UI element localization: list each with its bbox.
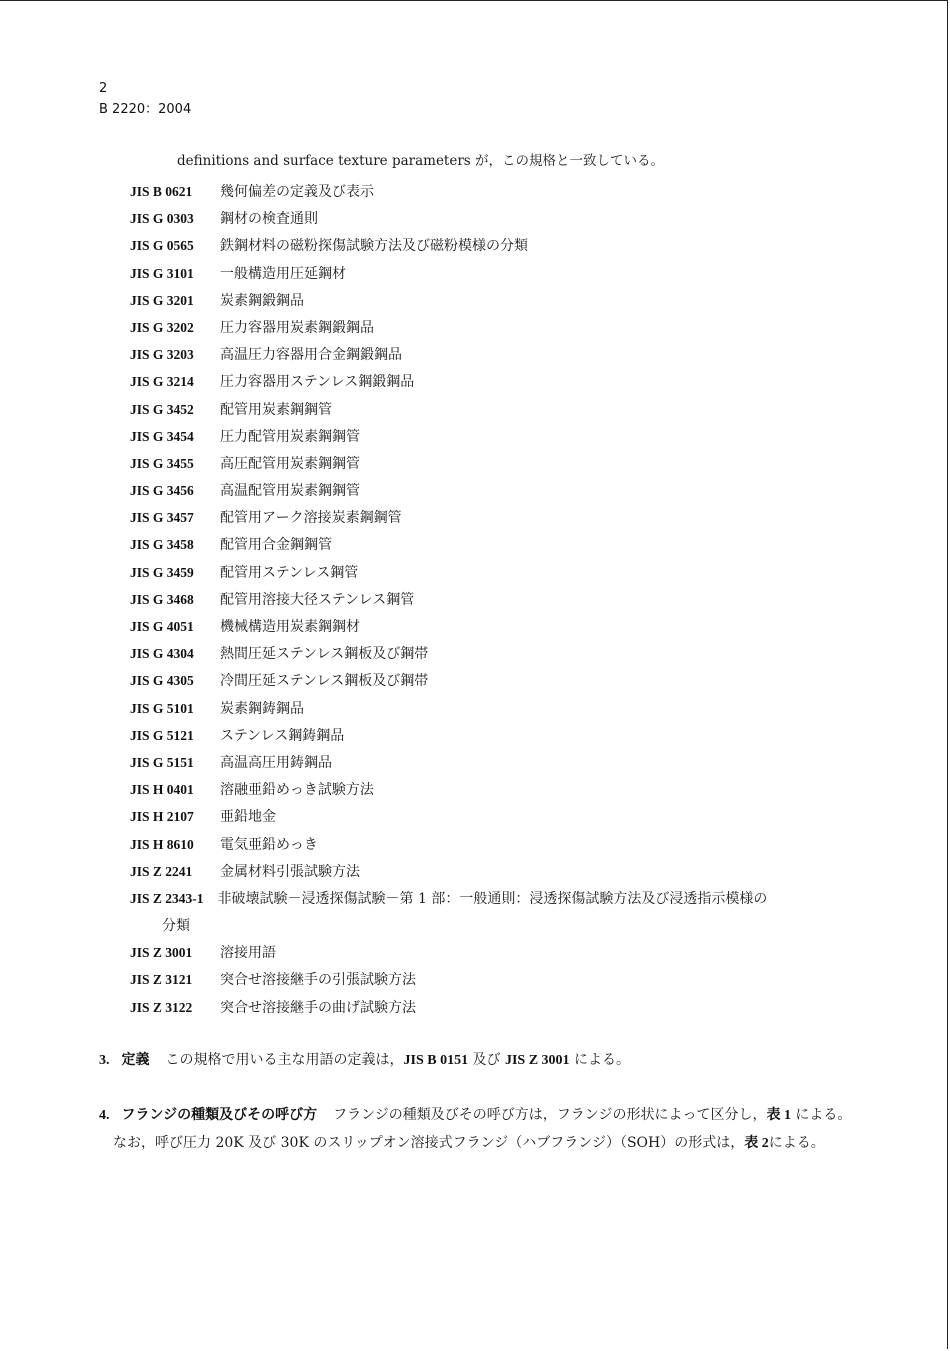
ref-title: 突合せ溶接継手の曲げ試験方法 xyxy=(220,999,416,1016)
ref-code: JIS G 0303 xyxy=(130,211,194,227)
ref-title: 突合せ溶接継手の引張試験方法 xyxy=(220,972,416,989)
ref-title: 亜鉛地金 xyxy=(220,809,276,826)
section-text: フランジの種類及びその呼び方は，フランジの形状によって区分し， xyxy=(333,1107,767,1123)
section-text: による。 xyxy=(569,1052,631,1068)
ref-title: 高温高圧用鋳鋼品 xyxy=(220,754,332,771)
ref-title: 炭素鋼鋳鋼品 xyxy=(220,700,304,717)
list-item xyxy=(130,885,870,939)
ref-code: JIS Z 2343-1 xyxy=(130,890,204,906)
section-text: による。 xyxy=(790,1107,852,1123)
ref-code: JIS G 3459 xyxy=(130,564,194,580)
section-3 xyxy=(99,1047,859,1075)
list-item xyxy=(130,423,870,450)
ref-code: JIS H 0401 xyxy=(130,782,194,798)
list-item xyxy=(130,205,870,232)
table-reference: 表 2 xyxy=(744,1135,769,1151)
list-item xyxy=(130,695,870,722)
section-text: なお，呼び圧力 20K 及び 30K のスリップオン溶接式フランジ（ハブフランジ）（SOH）の形式は， xyxy=(113,1134,745,1151)
ref-title: 鉄鋼材料の磁粉探傷試験方法及び磁粉模様の分類 xyxy=(220,238,528,255)
list-item xyxy=(130,966,870,993)
intro-line: definitions and surface texture parameters が，この規格と一致している。 xyxy=(177,153,665,169)
ref-title: 溶接用語 xyxy=(220,945,276,962)
ref-title: 非破壊試験－浸透探傷試験－第 1 部：一般通則：浸透探傷試験方法及び浸透指示模様の xyxy=(217,890,768,907)
section-text: 及び xyxy=(468,1052,505,1068)
list-item xyxy=(130,477,870,504)
reference-list xyxy=(130,178,870,1021)
section-title: フランジの種類及びその呼び方 xyxy=(121,1107,318,1123)
list-item xyxy=(130,803,870,830)
ref-code: JIS G 3201 xyxy=(130,292,194,308)
ref-title: 機械構造用炭素鋼鋼材 xyxy=(220,619,360,635)
ref-code: JIS Z 2241 xyxy=(130,863,193,879)
ref-code: JIS G 3455 xyxy=(130,455,194,471)
ref-title: 熱間圧延ステンレス鋼板及び鋼帯 xyxy=(220,646,429,663)
section-number: 4. xyxy=(99,1108,110,1123)
page-number: 2 xyxy=(99,81,108,96)
ref-code: JIS H 2107 xyxy=(130,809,194,825)
list-item xyxy=(130,749,870,776)
ref-title: 炭素鋼鍛鋼品 xyxy=(220,292,304,309)
ref-code: JIS G 3456 xyxy=(130,483,194,499)
list-item xyxy=(130,178,870,205)
ref-code: JIS G 3452 xyxy=(130,401,194,417)
ref-code: JIS Z 3001 xyxy=(130,945,193,961)
ref-title: 金属材料引張試験方法 xyxy=(220,863,360,880)
list-item xyxy=(130,559,870,586)
ref-code: JIS G 5121 xyxy=(130,727,194,743)
ref-code: JIS G 4304 xyxy=(130,646,194,662)
list-item xyxy=(130,994,870,1021)
ref-code: JIS G 5101 xyxy=(130,700,194,716)
ref-title: 高温配管用炭素鋼鋼管 xyxy=(220,483,360,500)
ref-title: 圧力配管用炭素鋼鋼管 xyxy=(220,428,360,445)
ref-code: JIS G 3468 xyxy=(130,591,194,607)
ref-code: JIS G 4051 xyxy=(130,619,194,634)
section-3-paragraph xyxy=(99,1047,859,1075)
list-item xyxy=(130,531,870,558)
ref-code: JIS G 3101 xyxy=(130,265,194,281)
ref-code: JIS G 3214 xyxy=(130,374,194,390)
ref-title: 高圧配管用炭素鋼鋼管 xyxy=(220,455,360,472)
ref-title: 一般構造用圧延鋼材 xyxy=(220,265,346,282)
list-item xyxy=(130,858,870,885)
table-reference: 表 1 xyxy=(766,1108,791,1123)
standard-id: B 2220：2004 xyxy=(99,102,192,117)
section-4-paragraph-2 xyxy=(99,1130,859,1158)
section-title: 定義 xyxy=(121,1052,150,1068)
ref-code: JIS Z 3121 xyxy=(130,972,193,988)
list-item xyxy=(130,776,870,803)
list-item xyxy=(130,640,870,667)
ref-title-continued: 分類 xyxy=(162,918,190,935)
section-4 xyxy=(99,1102,859,1157)
ref-title: 配管用アーク溶接炭素鋼鋼管 xyxy=(220,510,402,527)
ref-code: JIS G 3457 xyxy=(130,510,194,526)
section-text: この規格で用いる主な用語の定義は， xyxy=(165,1052,404,1068)
ref-title: 冷間圧延ステンレス鋼板及び鋼帯 xyxy=(220,673,429,690)
ref-title: 鋼材の検査通則 xyxy=(220,211,318,228)
ref-title: 圧力容器用ステンレス鋼鍛鋼品 xyxy=(220,374,415,391)
ref-code: JIS G 3458 xyxy=(130,537,194,553)
list-item xyxy=(130,314,870,341)
ref-title: 配管用炭素鋼鋼管 xyxy=(220,401,332,418)
ref-title: 電気亜鉛めっき xyxy=(220,836,318,853)
ref-code: JIS B 0621 xyxy=(130,184,193,199)
ref-code: JIS G 3202 xyxy=(130,319,194,335)
list-item xyxy=(130,504,870,531)
list-item xyxy=(130,260,870,287)
list-item xyxy=(130,667,870,694)
ref-code: JIS Z 3122 xyxy=(130,999,193,1015)
list-item xyxy=(130,287,870,314)
list-item xyxy=(130,613,870,640)
inline-reference: JIS Z 3001 xyxy=(504,1053,570,1068)
wrapped-entry xyxy=(130,885,767,939)
list-item xyxy=(130,232,870,259)
list-item xyxy=(130,450,870,477)
ref-code: JIS G 3454 xyxy=(130,428,194,444)
list-item xyxy=(130,341,870,368)
ref-title: ステンレス鋼鋳鋼品 xyxy=(220,727,345,744)
ref-code: JIS G 0565 xyxy=(130,238,194,254)
list-item xyxy=(130,722,870,749)
ref-title: 配管用合金鋼鋼管 xyxy=(220,537,332,554)
ref-title: 幾何偏差の定義及び表示 xyxy=(220,184,374,200)
ref-title: 溶融亜鉛めっき試験方法 xyxy=(220,782,374,799)
ref-title: 圧力容器用炭素鋼鍛鋼品 xyxy=(220,319,374,336)
section-text: による。 xyxy=(768,1134,825,1151)
section-4-paragraph xyxy=(99,1102,859,1130)
ref-title: 高温圧力容器用合金鋼鍛鋼品 xyxy=(220,347,402,364)
section-number: 3. xyxy=(99,1053,110,1068)
ref-title: 配管用溶接大径ステンレス鋼管 xyxy=(220,591,415,608)
inline-reference: JIS B 0151 xyxy=(403,1053,469,1068)
list-item xyxy=(130,396,870,423)
ref-title: 配管用ステンレス鋼管 xyxy=(220,564,359,581)
list-item xyxy=(130,586,870,613)
list-item xyxy=(130,368,870,395)
ref-code: JIS G 5151 xyxy=(130,754,194,770)
ref-code: JIS G 4305 xyxy=(130,673,194,689)
page-header xyxy=(99,78,191,120)
list-item xyxy=(130,831,870,858)
ref-code: JIS G 3203 xyxy=(130,347,194,363)
list-item xyxy=(130,939,870,966)
ref-code: JIS H 8610 xyxy=(130,836,194,852)
